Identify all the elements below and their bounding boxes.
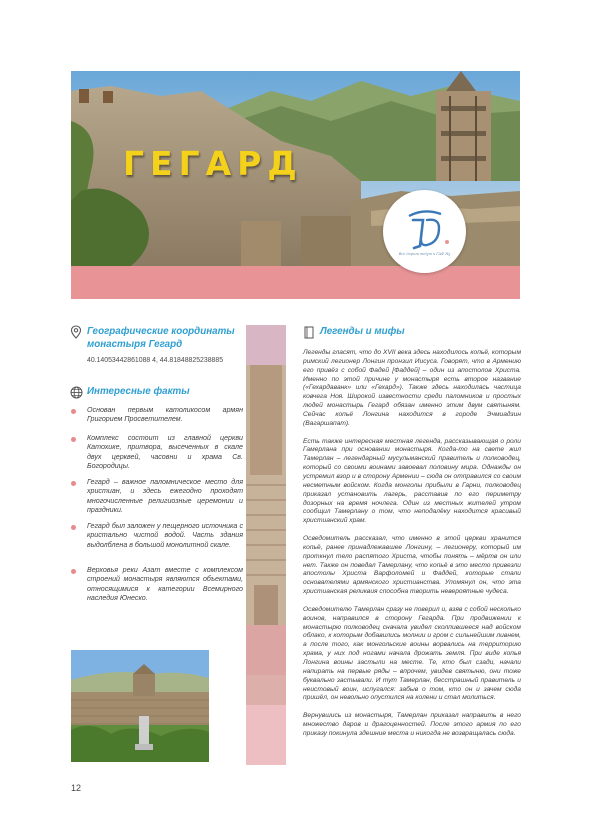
list-item: Гегард – важное паломническое место для христиан, и здесь ежегодно проходят многочисленные религиозные церемонии и праздники. <box>71 478 243 515</box>
monastery-wall-image <box>71 650 209 762</box>
globe-icon <box>70 386 83 399</box>
list-item: Основан первым католикосом армян Григорием Просветителем. <box>71 406 243 425</box>
page-number: 12 <box>71 783 82 793</box>
khachkar-strip-image <box>246 325 286 765</box>
legend-paragraph: Есть также интересная местная легенда, рассказывающая о роли Гамерлана при основании монастыря. Когда-то на свете жил Тамерлан – легендарный мусульманский правитель и полководец, который со своими воинами завоевал половину мира. Однажды он устремил взор и в сторону Армении – сюда он отправился со своим несметным войском. Когда монголы прибыли в Гарни, полководец приказал установить лагерь, расставив по его периметру дозорных на время ночлега. Один из местных жителей утром сообщил Тамерлану о том, что неподалёку находится красивый христианский храм. <box>303 437 521 525</box>
legends-heading: Легенды и мифы <box>320 326 405 337</box>
book-icon <box>303 326 315 339</box>
brand-logo-tagline: Все дороги ведут к ГАФ Ну <box>398 252 451 256</box>
brand-logo <box>383 190 466 273</box>
map-pin-icon <box>70 325 82 339</box>
legend-paragraph: Легенды гласят, что до XVII века здесь находилось копьё, которым римский легионер Лонгин пронзил Иисуса. Говорят, что в Армению его привёз с собой Фадей [Фаддей] – один из апостолов Христа. Именно по этой причине у монастыря есть второе название («Гехардаванк» или «Гехард»). Также здесь находилась частица ковчега Ноя. Широкой известности среди паломников и простых людей монастырь Гегард обязан именно этим двум святыням. Сейчас копьё Лонгина находится в городе Эчмиадзин (Вагаршапат). <box>303 349 521 427</box>
hero-title: ГЕГАРД <box>123 144 303 183</box>
coordinates-value: 40.14053442861088 4, 44.81848825238885 <box>87 357 224 364</box>
legends-body <box>303 349 521 748</box>
legend-paragraph: Осведомителю Тамерлан сразу не поверил и, взяв с собой несколько воинов, направился в сторону Гегарда. При продвижении к монастырю полководец сначала увидел сколпившееся над войском облако, к которым добавились молнии и гром с сильнейшим ливнем, а после того, как монгольские воины ворвались на территорию храма, у них под ногами начала дрожать земля. При виде копья Лонгина воины застыли на месте. Те, кто был сзади, начали напирать на первые ряды – впрочем, увидев святыню, они тоже буквально застывали. И тут Тамерлан, бесстрашный правитель и неистовый воин, испугался: забыв о том, кто он и зачем сюда пришёл, он невольно опустился на колени и стал молиться. <box>303 605 521 702</box>
brand-logo-mark-icon <box>383 190 466 273</box>
legend-paragraph: Осведомитель рассказал, что именно в этой церкви хранится копьё, ранее принадлежавшее Лонгину, – легионеру, который им проткнул тело распятого Христа, чтобы понять – мёртв он или нет. Также он поведал Тамерлану, что копьё в это место привезли апостолы Христа Варфоломей и Фаддей, которые стали основателями армянского христианства. Упомянул он, что эта христианская реликвия способна творить невероятные чудеса. <box>303 535 521 596</box>
list-item: Верховья реки Азат вместе с комплексом строений монастыря являются объектами, относящимися к категории Всемирного наследия Юнеско. <box>71 566 243 603</box>
legend-paragraph: Вернувшись из монастыря, Тамерлан приказал направить в него множество даров и драгоценностей. После этого армия по его приказу покинула здешние места и никогда не возвращалась сюда. <box>303 712 521 737</box>
facts-heading: Интересные факты <box>87 386 190 397</box>
decorative-photo-strip <box>246 325 286 765</box>
coordinates-heading: Географические координаты монастыря Гегард <box>87 326 235 350</box>
list-item: Гегард был заложен у пещерного источника с кристально чистой водой. Часть здания выдолблена в большой монолитной скале. <box>71 522 243 550</box>
monastery-wall-photo <box>71 650 209 762</box>
list-item: Комплекс состоит из главной церкви Катохике, притвора, высеченных в скале двух церквей, часовни и храма Св. Богородицы. <box>71 434 243 471</box>
